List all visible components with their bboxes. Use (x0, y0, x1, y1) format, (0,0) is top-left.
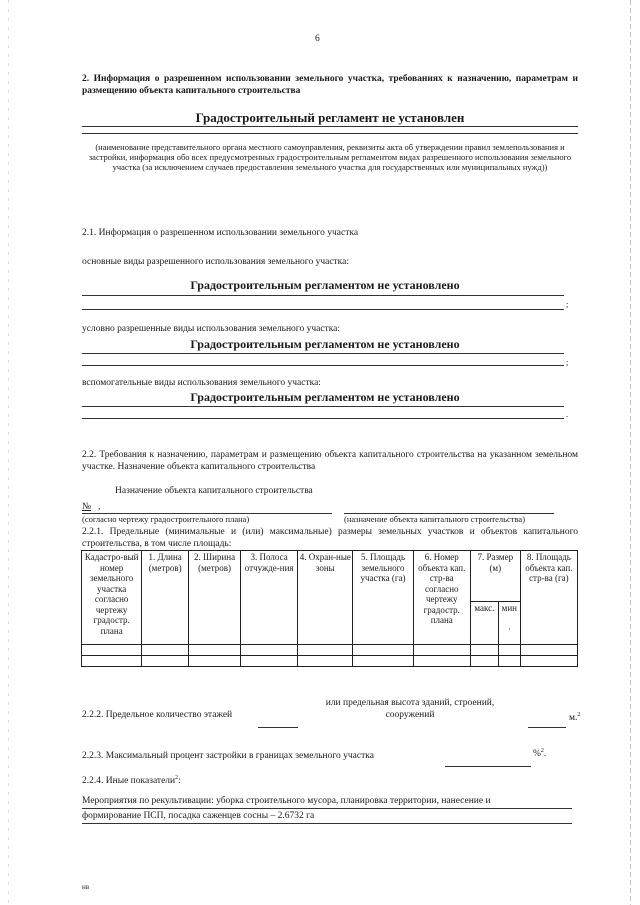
col-size-min-label: мин (501, 603, 517, 613)
floors-underline (258, 727, 298, 728)
min-mark: · (507, 624, 511, 634)
col-width: 2. Ширина (метров) (189, 551, 241, 645)
number-value: , (98, 502, 101, 512)
auxiliary-uses-label: вспомогательные виды использования земельного участка: (82, 378, 321, 388)
auxiliary-uses-dot: . (566, 409, 569, 419)
purpose-label: Назначение объекта капитального строительства (115, 486, 313, 496)
col-length: 1. Длина (метров) (142, 551, 189, 645)
height-unit (569, 712, 580, 723)
dimensions-table (81, 550, 578, 667)
col-size-min (498, 602, 520, 645)
s22-heading: 2.2. Требования к назначению, параметрам и размещению объекта капитального строительства на указанном земельном участке. Назначение объекта капитального строительства (82, 450, 578, 472)
height-unit-sup: 2 (577, 712, 581, 718)
regulation-note: (наименование представительного органа местного самоуправления, реквизиты акта об утверждении правил землепользования и застройки, информация обо всех предусмотренных градостроительным регламентом видах разрешенного использования земельного участка (за исключением случаев предоставления земельного участка для государственных или муниципальных нужд)) (88, 142, 572, 172)
conditional-uses-semicolon: ; (566, 357, 569, 367)
s21-heading: 2.1. Информация о разрешенном использовании земельного участка (82, 228, 359, 238)
number-label: № (82, 502, 92, 512)
conditional-uses-underline (82, 353, 564, 354)
col-exclusion-strip: 3. Полоса отчужде-ния (241, 551, 298, 645)
s224-label-text: 2.2.4. Иные показатели (82, 776, 176, 787)
s224-label-tail: : (178, 776, 181, 787)
s224-label (82, 775, 181, 786)
s222-floors-label: 2.2.2. Предельное количество этажей (82, 710, 233, 720)
caption-plan: (согласно чертежу градостроительного плана) (82, 514, 250, 524)
table-row (82, 645, 578, 656)
auxiliary-uses-underline-2 (82, 418, 564, 419)
regulation-value: Градостроительный регламент не установлен (195, 110, 465, 125)
other-indicators-line-1: Мероприятия по рекультивации: уборка строительного мусора, планировка территории, нанесение и (82, 796, 491, 806)
section-title: 2. Информация о разрешенном использовании земельного участка, требованиях к назначению, параметрам и размещению объекта капитального строительства (82, 74, 578, 96)
height-underline (528, 727, 566, 728)
scan-edge-left (8, 0, 9, 905)
scan-edge-right (630, 0, 631, 905)
coverage-underline (445, 766, 531, 767)
auxiliary-uses-value: Градостроительным регламентом не установлено (190, 390, 460, 404)
conditional-uses-underline-2 (82, 365, 564, 366)
s224-label-sup: 2 (175, 775, 179, 781)
col-object-number: 6. Номер объекта кап. стр-ва согласно чертежу градостр. плана (413, 551, 470, 645)
regulation-underline-2 (82, 133, 578, 134)
page-number: 6 (315, 34, 320, 44)
auxiliary-uses-underline (82, 406, 564, 407)
conditional-uses-label: условно разрешенные виды использования земельного участка: (82, 324, 341, 334)
caption-purpose: (назначение объекта капитального строительства) (344, 514, 526, 524)
coverage-unit-sup: 2 (540, 748, 544, 754)
conditional-uses-value: Градостроительным регламентом не установлено (190, 337, 460, 351)
main-uses-underline (82, 295, 564, 296)
col-cadastral: Кадастро-вый номер земельного участка согласно чертежу градостр. плана (82, 551, 142, 645)
main-uses-semicolon: ; (566, 299, 569, 309)
table-row (82, 656, 578, 667)
coverage-unit-tail: . (543, 749, 547, 760)
regulation-underline (82, 126, 578, 127)
coverage-unit (533, 748, 546, 759)
col-object-area: 8. Площадь объекта кап. стр-ва (га) (520, 551, 577, 645)
col-size: 7. Размер (м) (470, 551, 520, 602)
footer-mark: нв (82, 883, 90, 891)
other-indicators-underline-2 (82, 823, 572, 824)
col-plot-area: 5. Площадь земельного участка (га) (353, 551, 413, 645)
main-uses-value: Градостроительным регламентом не установлено (190, 278, 460, 292)
other-indicators-line-2: формирование ПСП, посадка саженцев сосны – 2.6732 га (82, 811, 315, 821)
other-indicators-underline-1 (82, 808, 572, 809)
coverage-unit-text: % (533, 749, 541, 760)
s223-label: 2.2.3. Максимальный процент застройки в границах земельного участка (82, 751, 374, 761)
height-unit-text: м. (569, 713, 578, 724)
main-uses-label: основные виды разрешенного использования земельного участка: (82, 257, 350, 267)
s221-heading: 2.2.1. Предельные (минимальные и (или) максимальные) размеры земельных участков и объектов капитального строительства, в том числе площадь: (82, 527, 578, 549)
main-uses-underline-2 (82, 309, 564, 310)
col-protection-zones: 4. Охран-ные зоны (298, 551, 353, 645)
max-height-label: или предельная высота зданий, строений, сооружений (325, 698, 495, 720)
col-size-max: макс. (470, 602, 498, 645)
